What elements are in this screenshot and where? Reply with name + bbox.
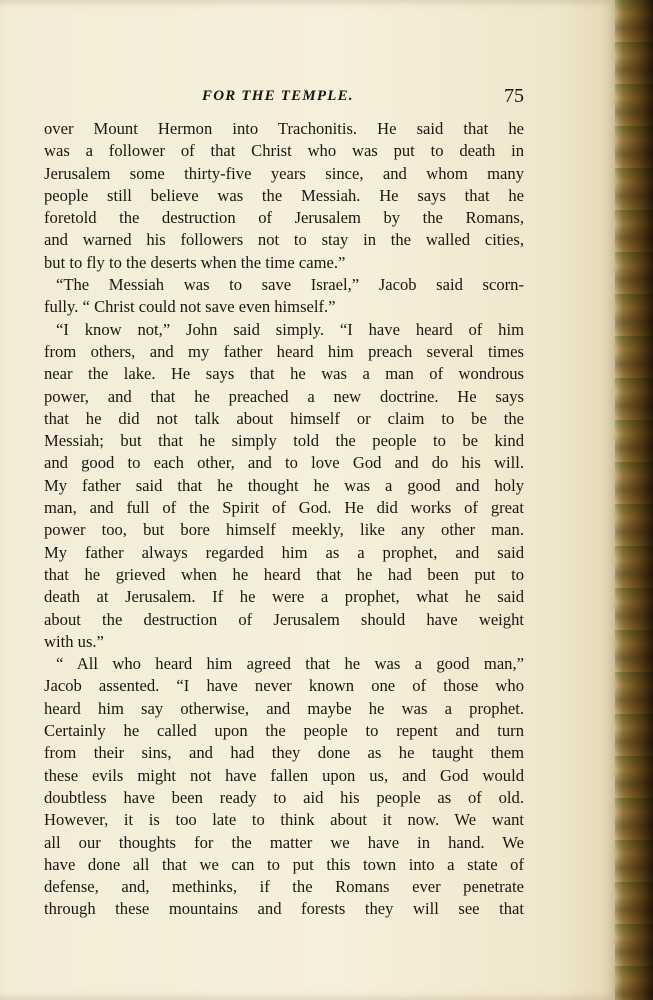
text-line: near the lake. He says that he was a man of wondrous — [44, 364, 524, 384]
text-line: However, it is too late to think about it now. We want — [44, 810, 524, 830]
text-line: Certainly he called upon the people to repent and turn — [44, 721, 524, 741]
page-header — [44, 85, 524, 110]
text-line: from their sins, and had they done as he taught them — [44, 743, 524, 763]
text-line: these evils might not have fallen upon us, and God would — [44, 765, 524, 785]
text-line: Jacob assented. “I have never known one of those who — [44, 676, 524, 696]
page-number: 75 — [504, 85, 524, 107]
text-line: but to fly to the deserts when the time came.” — [44, 252, 346, 272]
text-line: was a follower of that Christ who was put to death in — [44, 141, 524, 161]
text-line: “I know not,” John said simply. “I have heard of him — [56, 319, 524, 339]
text-line: about the destruction of Jerusalem should have weight — [44, 609, 524, 629]
text-line: doubtless have been ready to aid his people as of old. — [44, 787, 524, 807]
body-text — [44, 118, 524, 921]
text-line: all our thoughts for the matter we have in hand. We — [44, 832, 524, 852]
text-line: fully. “ Christ could not save even himself.” — [44, 297, 336, 317]
text-line: power too, but bore himself meekly, like any other man. — [44, 520, 524, 540]
text-line: power, and that he preached a new doctrine. He says — [44, 386, 524, 406]
text-line: and good to each other, and to love God and do his will. — [44, 453, 524, 473]
text-line: that he did not talk about himself or claim to be the — [44, 408, 524, 428]
text-line: death at Jerusalem. If he were a prophet, what he said — [44, 587, 524, 607]
text-line: My father said that he thought he was a good and holy — [44, 475, 524, 495]
text-line: Messiah; but that he simply told the people to be kind — [44, 431, 524, 451]
book-binding-edge — [615, 0, 653, 1000]
text-line: “ All who heard him agreed that he was a good man,” — [56, 654, 524, 674]
text-line: that he grieved when he heard that he had been put to — [44, 564, 524, 584]
text-line: foretold the destruction of Jerusalem by the Romans, — [44, 208, 524, 228]
text-line: people still believe was the Messiah. He says that he — [44, 185, 524, 205]
text-line: from others, and my father heard him preach several times — [44, 341, 524, 361]
running-title: FOR THE TEMPLE. — [202, 88, 354, 104]
text-line: through these mountains and forests they will see that — [44, 899, 524, 919]
text-line: defense, and, methinks, if the Romans ever penetrate — [44, 877, 524, 897]
text-line: “The Messiah was to save Israel,” Jacob said scorn- — [56, 275, 524, 295]
text-line: and warned his followers not to stay in the walled cities, — [44, 230, 524, 250]
text-line: Jerusalem some thirty-five years since, and whom many — [44, 163, 524, 183]
text-line: My father always regarded him as a prophet, and said — [44, 542, 524, 562]
text-line: heard him say otherwise, and maybe he was a prophet. — [44, 698, 524, 718]
text-line: with us.” — [44, 631, 104, 651]
text-line: have done all that we can to put this town into a state of — [44, 854, 524, 874]
text-line: man, and full of the Spirit of God. He did works of great — [44, 498, 524, 518]
text-line: over Mount Hermon into Trachonitis. He said that he — [44, 119, 524, 138]
